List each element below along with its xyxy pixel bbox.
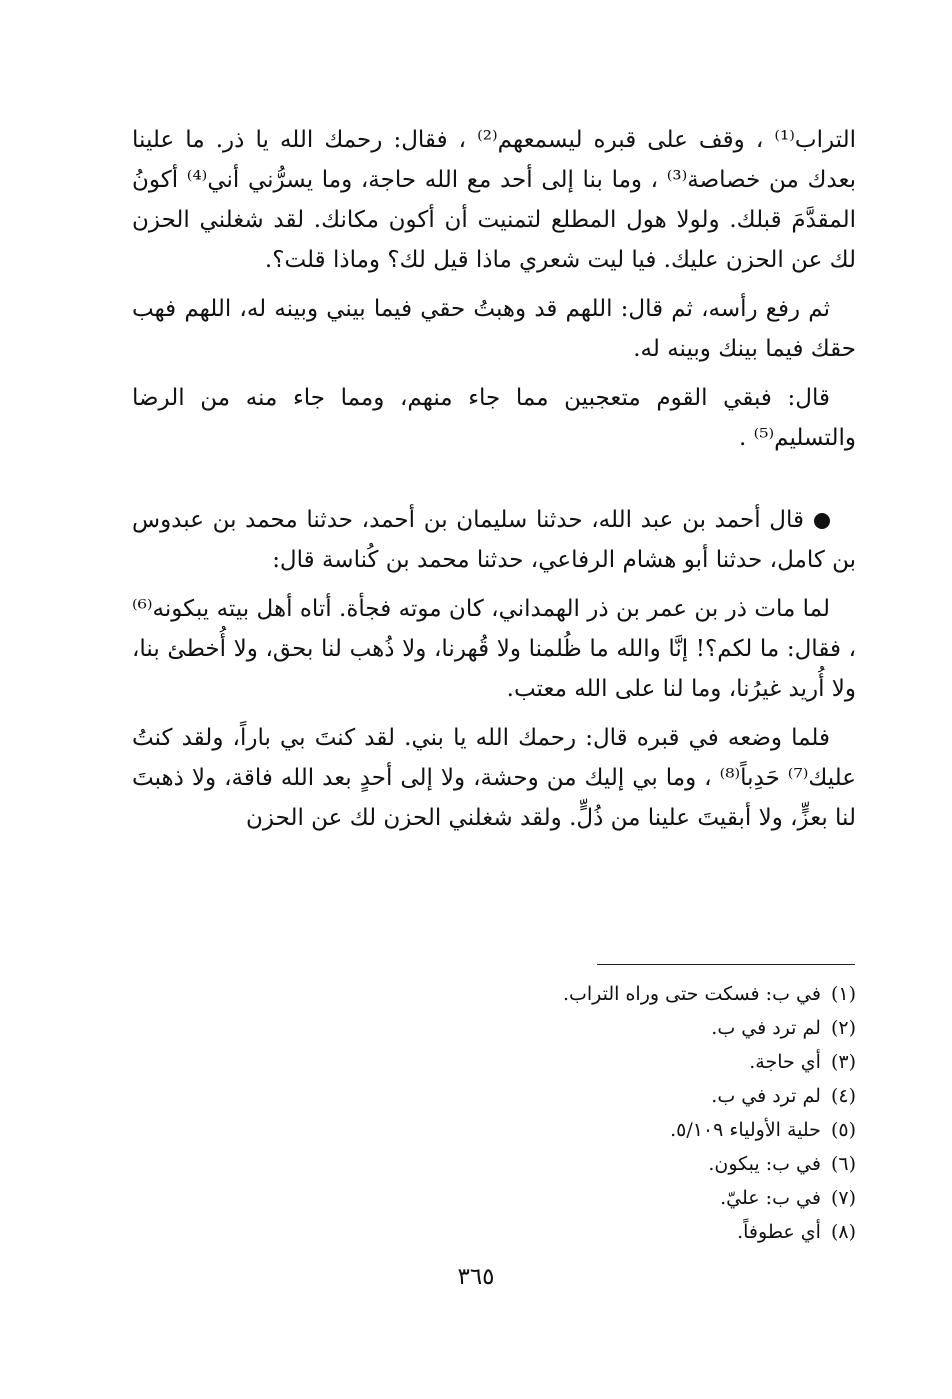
paragraph-text: ثم رفع رأسه، ثم قال: اللهم قد وهبتُ حقي فيما بيني وبينه له، اللهم فهب حقك فيما بينك وبينه له. xyxy=(132,296,856,362)
footnote xyxy=(436,1215,856,1249)
main-text xyxy=(132,120,856,838)
footnote xyxy=(436,1045,856,1079)
footnote-text: في ب: فسكت حتى وراه التراب. xyxy=(562,983,821,1005)
footnote-number: (١) xyxy=(830,983,856,1005)
paragraph: التراب⁽¹⁾ ، وقف على قبره ليسمعهم⁽²⁾ ، فقال: رحمك الله يا ذر. ما علينا بعدك من خصاصة⁽³⁾ ، وما بنا إلى أحد مع الله حاجة، وما يسرُّني أني⁽⁴⁾ أكونُ المقدَّمَ قبلك. ولولا هول المطلع لتمنيت أن أكون مكانك. لقد شغلني الحزن لك عن الحزن عليك. فيا ليت شعري ماذا قيل لك؟ وماذا قلت؟. xyxy=(132,127,857,273)
footnote xyxy=(436,1079,856,1113)
footnote-number: (٢) xyxy=(830,1017,856,1039)
paragraph-text: قال أحمد بن عبد الله، حدثنا سليمان بن أحمد، حدثنا محمد بن عبدوس بن كامل، حدثنا أبو هشام الرفاعي، حدثنا محمد بن كُناسة قال: xyxy=(132,507,856,573)
paragraph xyxy=(132,289,856,369)
footnote-text: لم ترد في ب. xyxy=(711,1085,821,1107)
paragraph xyxy=(132,378,856,458)
footnote-text: أي حاجة. xyxy=(749,1051,821,1073)
footnote-number: (٥) xyxy=(830,1119,856,1141)
paragraph-text: قال: فبقي القوم متعجبين مما جاء منهم، ومما جاء منه من الرضا والتسليم⁽⁵⁾ . xyxy=(132,385,856,451)
footnote-number: (٦) xyxy=(830,1153,856,1175)
footnote-text: حلية الأولياء ٥/١٠٩. xyxy=(670,1119,821,1141)
footnote xyxy=(436,977,856,1011)
footnote xyxy=(436,1011,856,1045)
footnotes-list xyxy=(436,977,856,1249)
footnote-text: في ب: عليّ. xyxy=(720,1187,821,1209)
footnote-text: أي عطوفاً. xyxy=(737,1221,821,1243)
footnote xyxy=(436,1181,856,1215)
footnote-number: (٨) xyxy=(830,1221,856,1243)
footnote-number: (٤) xyxy=(830,1085,856,1107)
paragraph xyxy=(132,589,856,709)
footnote-divider xyxy=(597,964,855,965)
paragraph-bulleted xyxy=(132,500,856,580)
footnote-text: لم ترد في ب. xyxy=(711,1017,821,1039)
footnote-text: في ب: يبكون. xyxy=(708,1153,821,1175)
footnote-number: (٣) xyxy=(830,1051,856,1073)
footnote-number: (٧) xyxy=(830,1187,856,1209)
paragraph-text: لما مات ذر بن عمر بن ذر الهمداني، كان موته فجأة. أتاه أهل بيته يبكونه⁽⁶⁾ ، فقال: ما لكم؟! إنَّا والله ما ظُلمنا ولا قُهرنا، ولا ذُهب لنا بحق، ولا أُخطئ بنا، ولا أُريد غيرُنا، وما لنا على الله معتب. xyxy=(132,596,856,702)
page-number: ٣٦٥ xyxy=(457,1264,495,1290)
footnote xyxy=(436,1147,856,1181)
bullet-icon xyxy=(814,513,830,529)
paragraph-text: فلما وضعه في قبره قال: رحمك الله يا بني. لقد كنتَ بي باراً، ولقد كنتُ عليك⁽⁷⁾ حَدِباً⁽⁸⁾ ، وما بي إليك من وحشة، ولا إلى أحدٍ بعد الله فاقة، ولا ذهبتَ لنا بعزٍّ، ولا أبقيتَ علينا من ذُلٍّ. ولقد شغلني الحزن لك عن الحزن xyxy=(132,725,856,831)
footnote xyxy=(436,1113,856,1147)
paragraph xyxy=(132,718,856,838)
